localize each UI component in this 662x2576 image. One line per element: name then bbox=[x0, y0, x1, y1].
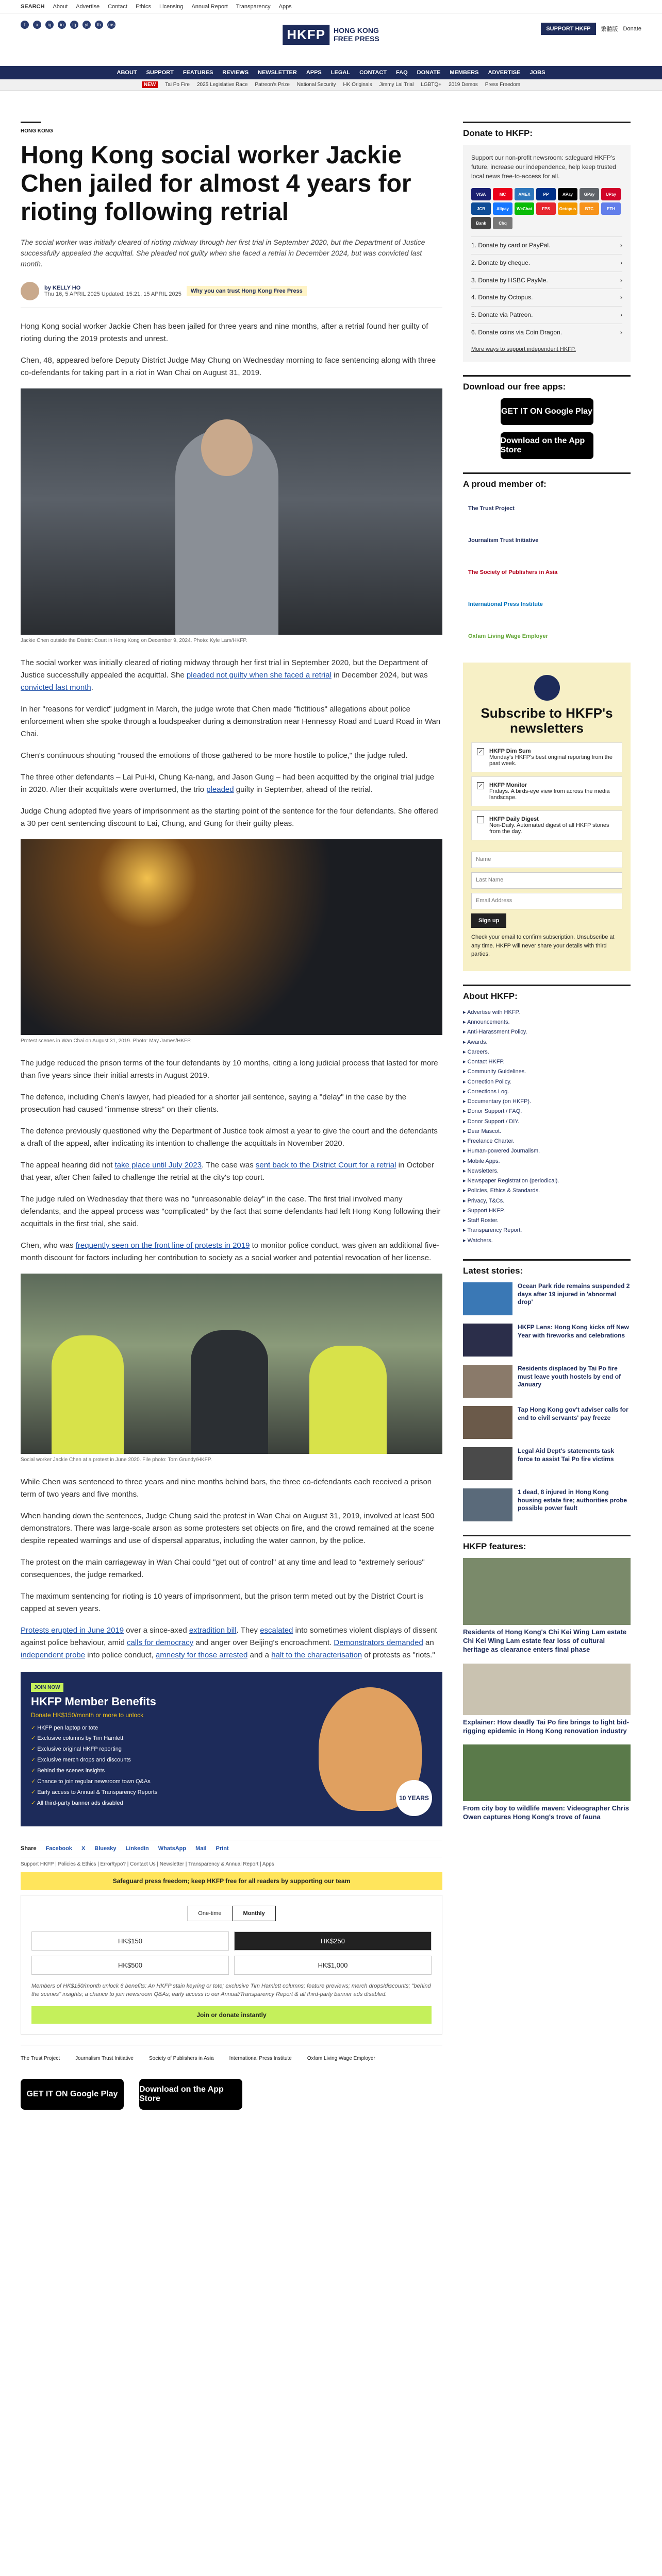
sidebar-heading: Latest stories: bbox=[463, 1265, 523, 1276]
site-header bbox=[0, 13, 662, 66]
story-thumbnail bbox=[463, 1324, 512, 1357]
logo-oxfam[interactable]: Oxfam Living Wage Employer bbox=[307, 2055, 375, 2061]
safeguard-banner[interactable]: Safeguard press freedom; keep HKFP free for all readers by supporting our team bbox=[21, 1872, 442, 1890]
sidebar bbox=[463, 91, 631, 2117]
paragraph: In her "reasons for verdict" judgment in March, the judge wrote that Chen made "fictitious" allegations about police enforcement when she spoke through a loudspeaker during a demonstration near Hennessy Road and Luard Road in Wan Chai. bbox=[21, 704, 441, 738]
paragraph: Protests erupted in June 2019 over a since-axed extradition bill. They escalated into sometimes violent displays of dissent against police behaviour, amid calls for democracy and anger over Beijing's encroachment. Demonstrators demanded an independent probe into police conduct, amnesty for those arrested and a halt to the characterisation of protests as "riots." bbox=[21, 1625, 437, 1659]
paragraph: Chen, who was frequently seen on the front line of protests in 2019 to monitor police conduct, was given an additional five-month discount for factors including her contribution to society as a social worker and potential revocation of her license. bbox=[21, 1241, 440, 1262]
social-icons bbox=[21, 21, 115, 29]
article-footer-links[interactable]: Support HKFP | Policies & Ethics | Error/typo? | Contact Us | Newsletter | Transparency & Annual Report | Apps bbox=[21, 1861, 274, 1867]
linkedin-icon[interactable]: in bbox=[58, 21, 66, 29]
nav-apps[interactable]: APPS bbox=[306, 70, 322, 76]
sidebar-features bbox=[463, 1535, 631, 1822]
about-link[interactable]: ▸ Watchers. bbox=[463, 1237, 493, 1244]
sidebar-heading: Download our free apps: bbox=[463, 382, 566, 392]
amnesty-link[interactable]: amnesty for those arrested bbox=[155, 1650, 248, 1659]
feature-item[interactable]: Explainer: How deadly Tai Po fire brings to light bid-rigging epidemic in Hong Kong renovation industry bbox=[463, 1664, 631, 1736]
photo-jackie-chen bbox=[21, 388, 442, 635]
app-store-badge[interactable]: Download on the App Store bbox=[501, 432, 593, 459]
about-link[interactable]: ▸ Correction Policy. bbox=[463, 1078, 511, 1085]
sidebar-members bbox=[463, 472, 631, 649]
nav-members[interactable]: MEMBERS bbox=[450, 70, 479, 76]
bank-icon: Bank bbox=[471, 217, 491, 229]
email-input[interactable]: Email Address bbox=[471, 893, 622, 909]
donate-method[interactable]: 1. Donate by card or PayPal. › bbox=[471, 236, 622, 254]
feature-image bbox=[463, 1664, 631, 1715]
facebook-icon[interactable]: f bbox=[21, 21, 29, 29]
logo-line-1: HONG KONG bbox=[334, 26, 379, 35]
join-now-badge[interactable]: JOIN NOW bbox=[31, 1683, 63, 1692]
amount-option[interactable]: HK$150 bbox=[31, 1931, 229, 1951]
democracy-link[interactable]: calls for democracy bbox=[126, 1638, 194, 1647]
about-link[interactable]: ▸ Freelance Charter. bbox=[463, 1138, 515, 1145]
donate-widget bbox=[21, 1895, 442, 2035]
share-mail[interactable]: Mail bbox=[195, 1845, 207, 1852]
checkbox-checked[interactable]: ✓ bbox=[477, 748, 484, 755]
share-whatsapp[interactable]: WhatsApp bbox=[158, 1845, 187, 1852]
topbar-link-contact[interactable]: Contact bbox=[108, 3, 127, 10]
newsletter-note: Check your email to confirm subscription. Unsubscribe at any time. HKFP will never share your details with third parties. bbox=[471, 934, 615, 958]
donate-note: Members of HK$150/month unlock 6 benefits: An HKFP stain keyring or tote; exclusive Tim Hamlett columns; feature previews; merch drops/discounts; "behind the scenes" insights; a chance to join newsroom Q&As; early access to our Annual/Transparency Report & all third-party banner ads disabled. bbox=[31, 1982, 431, 1998]
bitcoin-icon: BTC bbox=[580, 202, 599, 215]
search-link[interactable]: SEARCH bbox=[21, 3, 45, 10]
donate-method[interactable]: 5. Donate via Patreon. › bbox=[471, 306, 622, 324]
newsletter-signup bbox=[463, 663, 631, 971]
story-item[interactable]: HKFP Lens: Hong Kong kicks off New Year with fireworks and celebrations bbox=[463, 1324, 631, 1357]
byline bbox=[21, 282, 442, 308]
about-link[interactable]: ▸ Staff Roster. bbox=[463, 1217, 499, 1224]
logo-line-2: FREE PRESS bbox=[334, 34, 379, 43]
feature-image bbox=[463, 1744, 631, 1801]
benefit-item: ✓ Exclusive merch drops and discounts bbox=[31, 1755, 432, 1766]
sidebar-latest bbox=[463, 1259, 631, 1521]
author-avatar bbox=[21, 282, 39, 300]
benefit-item: ✓ All third-party banner ads disabled bbox=[31, 1798, 432, 1809]
probe-link[interactable]: independent probe bbox=[21, 1650, 86, 1659]
logo-sopa[interactable]: Society of Publishers in Asia bbox=[148, 2055, 214, 2061]
signup-button[interactable]: Sign up bbox=[471, 913, 506, 928]
about-link[interactable]: ▸ Advertise with HKFP. bbox=[463, 1009, 520, 1015]
last-name-input[interactable]: Last Name bbox=[471, 872, 622, 889]
nav-jobs[interactable]: JOBS bbox=[529, 70, 545, 76]
about-link[interactable]: ▸ Documentary (on HKFP). bbox=[463, 1098, 532, 1105]
alipay-icon: Alipay bbox=[493, 202, 512, 215]
sidebar-about bbox=[463, 985, 631, 1246]
feature-item[interactable]: Residents of Hong Kong's Chi Kei Wing Lam estate Chi Kei Wing Lam estate fear loss of cultural heritage as clearance enters final phase bbox=[463, 1558, 631, 1654]
nav-newsletter[interactable]: NEWSLETTER bbox=[258, 70, 297, 76]
member-logo[interactable]: The Society of Publishers in Asia bbox=[468, 569, 558, 576]
nav-advertise[interactable]: ADVERTISE bbox=[488, 70, 521, 76]
story-item[interactable]: Residents displaced by Tai Po fire must leave youth hostels by end of January bbox=[463, 1365, 631, 1398]
visa-icon: VISA bbox=[471, 188, 491, 200]
sidebar-heading: HKFP features: bbox=[463, 1541, 526, 1551]
x-icon[interactable]: x bbox=[33, 21, 41, 29]
member-logo[interactable]: International Press Institute bbox=[468, 601, 543, 608]
amex-icon: AMEX bbox=[515, 188, 534, 200]
google-pay-icon: GPay bbox=[580, 188, 599, 200]
about-link[interactable]: ▸ Mobile Apps. bbox=[463, 1158, 500, 1164]
share-bluesky[interactable]: Bluesky bbox=[94, 1845, 117, 1852]
paypal-icon: PP bbox=[536, 188, 556, 200]
front-line-link[interactable]: frequently seen on the front line of protests in 2019 bbox=[75, 1241, 250, 1250]
share-bar bbox=[21, 1840, 442, 1857]
topic-link[interactable]: National Security bbox=[296, 82, 336, 88]
story-item[interactable]: Ocean Park ride remains suspended 2 days after 19 injured in 'abnormal drop' bbox=[463, 1282, 631, 1315]
octopus-icon: Octopus bbox=[558, 202, 577, 215]
google-play-badge[interactable]: GET IT ON Google Play bbox=[21, 2079, 124, 2110]
sidebar-donate bbox=[463, 122, 631, 362]
logo-trust-project[interactable]: The Trust Project bbox=[21, 2055, 60, 2061]
story-item[interactable]: Tap Hong Kong gov't adviser calls for end to civil servants' pay freeze bbox=[463, 1406, 631, 1439]
topic-link[interactable]: Jimmy Lai Trial bbox=[379, 82, 414, 88]
photo-protest-2020 bbox=[21, 1274, 442, 1454]
sidebar-heading: A proud member of: bbox=[463, 479, 547, 489]
topbar-link-ethics[interactable]: Ethics bbox=[135, 3, 151, 10]
member-logo[interactable]: Journalism Trust Initiative bbox=[468, 537, 539, 544]
member-benefits-banner[interactable] bbox=[21, 1672, 442, 1826]
paragraph: The judge reduced the prison terms of the four defendants by 10 months, citing a long judicial process that lasted for more than five years since their initial arrests in August 2019. bbox=[21, 1058, 438, 1080]
topic-link[interactable]: 2025 Legislative Race bbox=[197, 82, 248, 88]
feature-image bbox=[463, 1558, 631, 1625]
newsletter-option[interactable]: HKFP Daily Digest Non-Daily. Automated digest of all HKFP stories from the day. bbox=[471, 810, 622, 840]
donate-text: Support our non-profit newsroom: safeguard HKFP's future, increase our independence, help keep trusted local news free-to-access for all. bbox=[471, 154, 616, 180]
about-link[interactable]: ▸ Donor Support / FAQ. bbox=[463, 1108, 522, 1115]
newsletter-option[interactable]: ✓ HKFP Dim Sum Monday's HKFP's best original reporting from the past week. bbox=[471, 742, 622, 772]
topic-link[interactable]: Press Freedom bbox=[485, 82, 521, 88]
freq-one-time[interactable]: One-time bbox=[187, 1906, 232, 1921]
paragraph: When handing down the sentences, Judge Chung said the protest in Wan Chai on August 31, 2019, involved at least 500 demonstrators. There was large-scale arson as some protesters set objects on fire, and the crowd remained at the scene despite repeated warnings and use of dispersal apparatus, including the water cannon, by the police. bbox=[21, 1511, 435, 1545]
more-ways-link[interactable]: More ways to support independent HKFP. bbox=[471, 346, 576, 352]
logo-box: HKFP bbox=[283, 25, 329, 45]
about-link[interactable]: ▸ Announcements. bbox=[463, 1019, 510, 1026]
paragraph: The maximum sentencing for rioting is 10 years of imprisonment, but the prison term meted out by the District Court is capped at seven years. bbox=[21, 1591, 424, 1613]
extradition-link[interactable]: extradition bill bbox=[189, 1625, 237, 1635]
article-lede: The social worker was initially cleared of rioting midway through her first trial in September 2020, but the Department of Justice successfully appealed the acquittal. She pleaded not guilty when she faced a retrial in December 2024, but was convicted last month. bbox=[21, 238, 425, 268]
paragraph: The defence, including Chen's lawyer, had pleaded for a shorter jail sentence, saying a "delay" in the case by the prosecution had caused "immense stress" on their clients. bbox=[21, 1092, 407, 1114]
member-logo[interactable]: Oxfam Living Wage Employer bbox=[468, 633, 548, 640]
checkbox[interactable] bbox=[477, 816, 484, 823]
paragraph: The protest on the main carriageway in Wan Chai could "get out of control" at any time and lead to "extremely serious" consequences, the judge remarked. bbox=[21, 1557, 425, 1579]
story-thumbnail bbox=[463, 1282, 512, 1315]
wechat-icon: WeChat bbox=[515, 202, 534, 215]
jcb-icon: JCB bbox=[471, 202, 491, 215]
member-logo[interactable]: The Trust Project bbox=[468, 505, 515, 512]
nav-support[interactable]: SUPPORT bbox=[146, 70, 174, 76]
paragraph: Hong Kong social worker Jackie Chen has been jailed for three years and nine months, after a retrial found her guilty of rioting during the 2019 protests and unrest. bbox=[21, 321, 428, 343]
trust-link[interactable]: Why you can trust Hong Kong Free Press bbox=[187, 286, 307, 296]
about-link[interactable]: ▸ Human-powered Journalism. bbox=[463, 1148, 540, 1155]
article bbox=[21, 91, 442, 2117]
story-thumbnail bbox=[463, 1447, 512, 1480]
photo-protest-scene bbox=[21, 839, 442, 1035]
threads-icon[interactable]: th bbox=[95, 21, 103, 29]
share-label: Share bbox=[21, 1845, 37, 1852]
google-play-badge[interactable]: GET IT ON Google Play bbox=[501, 398, 593, 425]
about-link[interactable]: ▸ Newspaper Registration (periodical). bbox=[463, 1178, 559, 1184]
about-link[interactable]: ▸ Awards. bbox=[463, 1039, 488, 1045]
appeal-link[interactable]: take place until July 2023 bbox=[114, 1160, 202, 1170]
about-link[interactable]: ▸ Contact HKFP. bbox=[463, 1059, 505, 1065]
topbar-link-about[interactable]: About bbox=[53, 3, 68, 10]
paragraph: The social worker was initially cleared of rioting midway through her first trial in September 2020, but the Department of Justice successfully appealed the acquittal. She pleaded not guilty when she faced a retrial in December 2024, but was convicted last month. bbox=[21, 658, 428, 692]
language-switch[interactable]: 繁體版 bbox=[601, 26, 618, 32]
mastodon-icon[interactable]: ms bbox=[107, 21, 115, 29]
nav-features[interactable]: FEATURES bbox=[183, 70, 213, 76]
logo-jti[interactable]: Journalism Trust Initiative bbox=[75, 2055, 134, 2061]
amount-option[interactable]: HK$1,000 bbox=[234, 1956, 432, 1975]
amount-option-selected[interactable]: HK$250 bbox=[234, 1931, 432, 1951]
pleaded-link[interactable]: pleaded bbox=[206, 785, 234, 794]
about-link[interactable]: ▸ Corrections Log. bbox=[463, 1088, 509, 1095]
footer-member-logos bbox=[21, 2045, 442, 2072]
donate-method[interactable]: 4. Donate by Octopus. › bbox=[471, 289, 622, 306]
first-name-input[interactable]: Name bbox=[471, 852, 622, 868]
paragraph: Judge Chung adopted five years of imprisonment as the starting point of the sentence for the four defendants. She offered a 30 per cent sentencing discount to Lai, Chung, and Gung for their guilty pleas. bbox=[21, 806, 438, 828]
topbar-link-apps[interactable]: Apps bbox=[278, 3, 292, 10]
about-link[interactable]: ▸ Newsletters. bbox=[463, 1167, 499, 1174]
main-nav bbox=[0, 66, 662, 79]
benefit-item: ✓ Exclusive columns by Tim Hamlett bbox=[31, 1733, 432, 1744]
share-facebook[interactable]: Facebook bbox=[45, 1845, 72, 1852]
top-bar bbox=[0, 0, 662, 13]
benefit-item: ✓ Early access to Annual & Transparency Reports bbox=[31, 1787, 432, 1798]
characterisation-link[interactable]: halt to the characterisation bbox=[271, 1650, 362, 1659]
logo-ipi[interactable]: International Press Institute bbox=[229, 2055, 292, 2061]
paragraph: The defence previously questioned why the Department of Justice took almost a year to give the court and the defendants a draft of the appeal, after indicating its intention to challenge the acquittals in November 2020. bbox=[21, 1126, 438, 1148]
article-date: Thu 16, 5 APRIL 2025 Updated: 15:21, 15 APRIL 2025 bbox=[44, 291, 181, 297]
topbar-link-advertise[interactable]: Advertise bbox=[76, 3, 100, 10]
photo-caption: Protest scenes in Wan Chai on August 31, 2019. Photo: May James/HKFP. bbox=[21, 1038, 192, 1044]
sidebar-apps bbox=[463, 375, 631, 459]
topic-link[interactable]: HK Originals bbox=[343, 82, 372, 88]
topbar-link-annual-report[interactable]: Annual Report bbox=[191, 3, 228, 10]
story-thumbnail bbox=[463, 1406, 512, 1439]
benefit-item: ✓ Chance to join regular newsroom town Q&As bbox=[31, 1776, 432, 1787]
mastercard-icon: MC bbox=[493, 188, 512, 200]
donate-link[interactable]: Donate bbox=[623, 26, 641, 32]
about-link[interactable]: ▸ Support HKFP. bbox=[463, 1207, 505, 1214]
share-print[interactable]: Print bbox=[216, 1845, 229, 1852]
about-link[interactable]: ▸ Privacy, T&Cs. bbox=[463, 1197, 505, 1204]
nav-about[interactable]: ABOUT bbox=[117, 70, 137, 76]
checkbox-checked[interactable]: ✓ bbox=[477, 782, 484, 789]
demands-link[interactable]: Demonstrators demanded bbox=[334, 1638, 423, 1647]
instagram-icon[interactable]: ig bbox=[45, 21, 54, 29]
newsletter-title: Subscribe to HKFP's newsletters bbox=[481, 705, 613, 736]
about-link[interactable]: ▸ Dear Mascot. bbox=[463, 1128, 501, 1134]
payment-cards bbox=[471, 188, 622, 229]
ethereum-icon: ETH bbox=[601, 202, 621, 215]
unionpay-icon: UPay bbox=[601, 188, 621, 200]
benefit-item: ✓ Exclusive original HKFP reporting bbox=[31, 1744, 432, 1755]
author-name[interactable]: by KELLY HO bbox=[44, 284, 81, 291]
article-kicker[interactable]: HONG KONG bbox=[21, 122, 41, 134]
topbar-link-transparency[interactable]: Transparency bbox=[236, 3, 271, 10]
feature-item[interactable]: From city boy to wildlife maven: Videographer Chris Owen captures Hong Kong's trove of fauna bbox=[463, 1744, 631, 1822]
fps-icon: FPS bbox=[536, 202, 556, 215]
paragraph: The three other defendants – Lai Pui-ki, Chung Ka-nang, and Jason Gung – had been acquitted by the original trial judge in 2020. After their acquittals were overturned, the trio pleaded guilty in September, ahead of the retrial. bbox=[21, 772, 435, 794]
story-thumbnail bbox=[463, 1365, 512, 1398]
nav-donate[interactable]: DONATE bbox=[417, 70, 441, 76]
topic-link[interactable]: Patreon's Prize bbox=[255, 82, 290, 88]
benefit-item: ✓ HKFP pen laptop or tote bbox=[31, 1723, 432, 1734]
new-badge: NEW bbox=[142, 81, 158, 88]
protests-link[interactable]: Protests erupted in June 2019 bbox=[21, 1625, 124, 1635]
nav-reviews[interactable]: REVIEWS bbox=[222, 70, 249, 76]
paragraph: While Chen was sentenced to three years and nine months behind bars, the three co-defendants each received a prison term of two years and five months. bbox=[21, 1477, 432, 1499]
convicted-link[interactable]: convicted last month bbox=[21, 683, 91, 692]
cheque-icon: Chq bbox=[493, 217, 512, 229]
about-link[interactable]: ▸ Anti-Harassment Policy. bbox=[463, 1029, 527, 1036]
apple-pay-icon: APay bbox=[558, 188, 577, 200]
app-badges bbox=[21, 2072, 442, 2117]
site-logo[interactable] bbox=[283, 25, 379, 45]
ten-years-badge: 10 YEARS bbox=[396, 1780, 432, 1816]
app-store-badge[interactable]: Download on the App Store bbox=[139, 2079, 242, 2110]
topbar-link-licensing[interactable]: Licensing bbox=[159, 3, 184, 10]
paragraph: The appeal hearing did not take place until July 2023. The case was sent back to the District Court for a retrial in October that year, after Chen failed to challenge the retrial at the city's top court. bbox=[21, 1160, 434, 1182]
topic-link[interactable]: Tai Po Fire bbox=[165, 82, 190, 88]
sidebar-heading: About HKFP: bbox=[463, 991, 518, 1001]
story-item[interactable]: Legal Aid Dept's statements task force to assist Tai Po fire victims bbox=[463, 1447, 631, 1480]
about-link[interactable]: ▸ Donor Support / DIY. bbox=[463, 1118, 520, 1125]
benefits-title: HKFP Member Benefits bbox=[31, 1694, 156, 1708]
paragraph: Chen, 48, appeared before Deputy District Judge May Chung on Wednesday morning to face sentencing along with three co-defendants for taking part in a riot in Wan Chai on August 31, 2019. bbox=[21, 355, 436, 377]
nav-legal[interactable]: LEGAL bbox=[330, 70, 351, 76]
about-link[interactable]: ▸ Transparency Report. bbox=[463, 1227, 522, 1234]
telegram-icon[interactable]: tg bbox=[70, 21, 78, 29]
photo-caption: Jackie Chen outside the District Court in Hong Kong on December 9, 2024. Photo: Kyle Lam/HKFP. bbox=[21, 637, 247, 643]
youtube-icon[interactable]: yt bbox=[82, 21, 91, 29]
about-list bbox=[463, 1008, 631, 1246]
paragraph: Chen's continuous shouting "roused the emotions of those gathered to be more hostile to police," the judge ruled. bbox=[21, 751, 408, 760]
freq-monthly[interactable]: Monthly bbox=[233, 1906, 276, 1921]
benefits-subtitle: Donate HK$150/month or more to unlock bbox=[31, 1711, 144, 1719]
share-linkedin[interactable]: LinkedIn bbox=[125, 1845, 149, 1852]
topic-link[interactable]: 2019 Demos bbox=[449, 82, 478, 88]
topic-link[interactable]: LGBTQ+ bbox=[421, 82, 442, 88]
amount-option[interactable]: HK$500 bbox=[31, 1956, 229, 1975]
newsletter-option[interactable]: ✓ HKFP Monitor Fridays. A birds-eye view from across the media landscape. bbox=[471, 776, 622, 806]
retrial-link[interactable]: pleaded not guilty when she faced a retrial bbox=[186, 670, 332, 680]
photo-caption: Social worker Jackie Chen at a protest in June 2020. File photo: Tom Grundy/HKFP. bbox=[21, 1456, 212, 1463]
donate-method[interactable]: 2. Donate by cheque. › bbox=[471, 254, 622, 272]
nav-faq[interactable]: FAQ bbox=[396, 70, 408, 76]
nav-contact[interactable]: CONTACT bbox=[359, 70, 387, 76]
share-x[interactable]: X bbox=[81, 1845, 86, 1852]
about-link[interactable]: ▸ Community Guidelines. bbox=[463, 1069, 526, 1075]
donate-method[interactable]: 3. Donate by HSBC PayMe. › bbox=[471, 272, 622, 289]
topic-nav bbox=[0, 79, 662, 91]
story-thumbnail bbox=[463, 1488, 512, 1521]
donate-method[interactable]: 6. Donate coins via Coin Dragon. › bbox=[471, 324, 622, 341]
about-link[interactable]: ▸ Policies, Ethics & Standards. bbox=[463, 1188, 540, 1194]
escalated-link[interactable]: escalated bbox=[260, 1625, 293, 1635]
retrial-sent-link[interactable]: sent back to the District Court for a retrial bbox=[255, 1160, 396, 1170]
sidebar-heading: Donate to HKFP: bbox=[463, 128, 533, 138]
article-title: Hong Kong social worker Jackie Chen jailed for almost 4 years for rioting following retrial bbox=[21, 142, 411, 226]
support-hkfp-button[interactable]: SUPPORT HKFP bbox=[541, 23, 595, 35]
story-item[interactable]: 1 dead, 8 injured in Hong Kong housing estate fire; authorities probe possible power fault bbox=[463, 1488, 631, 1521]
donate-button[interactable]: Join or donate instantly bbox=[31, 2006, 432, 2024]
benefit-item: ✓ Behind the scenes insights bbox=[31, 1766, 432, 1776]
paragraph: The judge ruled on Wednesday that there was no "unreasonable delay" in the case. The first trial involved many defendants, and the appeal process was "complicated" by the fact that some defendants had left Hong Kong following their acquittals in the first trial, she said. bbox=[21, 1194, 441, 1228]
hkfp-round-icon bbox=[534, 675, 560, 701]
about-link[interactable]: ▸ Careers. bbox=[463, 1048, 489, 1055]
